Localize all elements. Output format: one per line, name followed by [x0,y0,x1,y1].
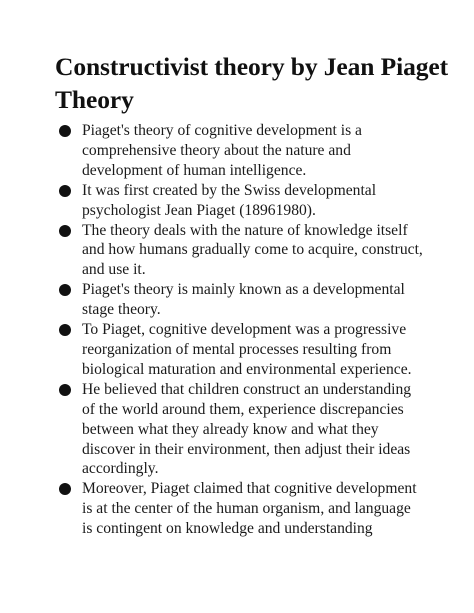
title-line-2: Theory [55,85,134,114]
list-item-text: To Piaget, cognitive development was a progressive reorganization of mental processes resulting from biological maturation and environmental experience. [82,321,412,378]
bullet-icon [59,225,71,237]
bullet-icon [59,284,71,296]
list-item [55,121,425,181]
list-item-text: Piaget's theory is mainly known as a developmental stage theory. [82,281,405,319]
list-item [55,320,425,380]
list-item [55,221,425,281]
list-item-text: Moreover, Piaget claimed that cognitive development is at the center of the human organism, and language is contingent on knowledge and understanding [82,480,417,538]
bullet-icon [59,324,71,336]
list-item-text: He believed that children construct an understanding of the world around them, experience discrepancies between what they already know and what they discover in their environment, then adjust their ideas accordingly. [82,380,412,478]
bullet-icon [59,384,71,396]
bullet-icon [59,185,71,197]
list-item [55,380,425,480]
bullet-icon [59,125,71,137]
list-item-text: The theory deals with the nature of knowledge itself and how humans gradually come to acquire, construct, and use it. [82,221,423,279]
list-item [55,280,425,320]
list-item [55,479,425,539]
bullet-list [55,121,425,539]
title-line-1: Constructivist theory by Jean Piaget [55,52,449,81]
list-item [55,181,425,221]
page-title [55,50,455,116]
bullet-icon [59,483,71,495]
list-item-text: Piaget's theory of cognitive development is a comprehensive theory about the nature and development of human intelligence. [82,122,362,179]
list-item-text: It was first created by the Swiss developmental psychologist Jean Piaget (18961980). [82,181,377,219]
